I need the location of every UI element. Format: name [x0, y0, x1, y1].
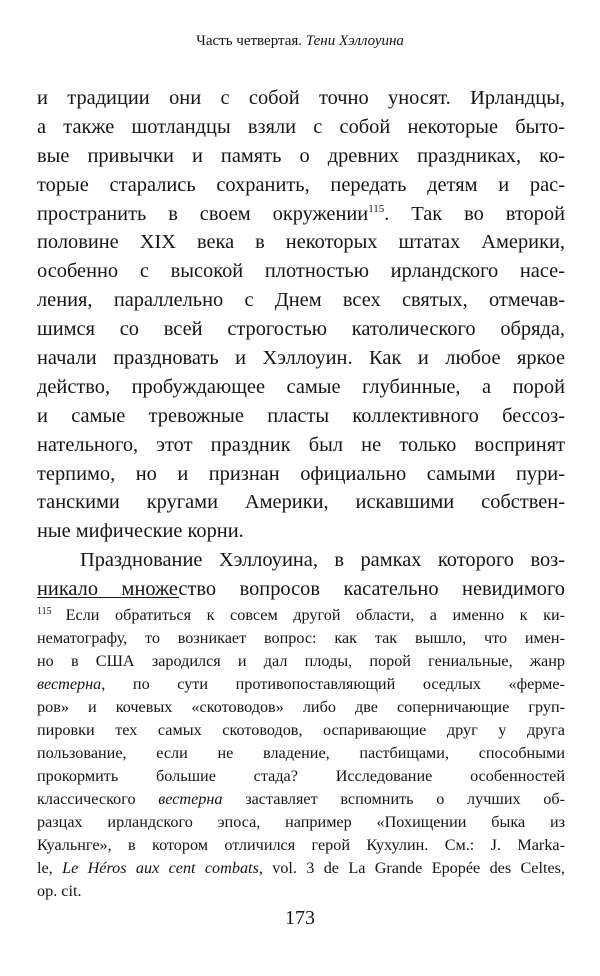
text-line: терпимо, но и признан официально самыми пури-: [37, 462, 565, 485]
text-line: торые старались сохранить, передать детям и рас-: [37, 173, 565, 196]
text-line: шимся со всей строгостью католического обряда,: [37, 318, 565, 341]
footnote-divider: [37, 597, 179, 598]
text-line-start: пространить в своем окружении: [37, 202, 369, 225]
text-line: половине XIX века в некоторых штатах Америки,: [37, 231, 565, 254]
text-line-indented: Празднование Хэллоуина, в рамках которого воз-: [80, 549, 565, 572]
footnote-line: прокормить большие стада? Исследование особенностей: [37, 767, 565, 785]
footnote-line: вестерна, по сути противопоставляющий оседлых «ферме-: [37, 675, 565, 693]
footnote-line: классического вестерна заставляет вспомнить о лучших об-: [37, 790, 565, 808]
footnote-reference: 115: [368, 202, 385, 215]
text-line: ные мифические корни.: [37, 520, 244, 543]
footnote-line: op. cit.: [37, 882, 82, 900]
text-line: ления, параллельно с Днем всех святых, отмечав-: [37, 289, 565, 312]
text-line: начали праздновать и Хэллоуин. Как и любое яркое: [37, 347, 565, 370]
footnote-line: пировки тех самых скотоводов, оспаривающие друг у друга: [37, 721, 565, 739]
footnote-line: разцах ирландского эпоса, например «Похищении быка из: [37, 813, 565, 831]
footnote-line: $^{115}$ Если обратиться к совсем другой области, а именно к ки-: [37, 606, 565, 624]
page-number: 173: [285, 907, 315, 929]
footnote: [37, 604, 565, 903]
text-line: никало множество вопросов касательно невидимого: [37, 578, 565, 601]
footnote-line: Куальнге», в котором отличился герой Кухулин. См.: J. Marka-: [37, 836, 565, 854]
text-line: действо, пробуждающее самые глубинные, а порой: [37, 375, 565, 398]
text-line: танскими кругами Америки, искавшими собствен-: [37, 491, 565, 514]
footnote-number: 115: [37, 606, 52, 617]
text-line: а также шотландцы взяли с собой некоторые быто-: [37, 115, 565, 138]
text-line: вые привычки и память о древних праздниках, ко-: [37, 144, 565, 167]
text-line: нательного, этот праздник был не только воспринят: [37, 433, 565, 456]
text-line: и традиции они с собой точно уносят. Ирландцы,: [37, 87, 565, 109]
text-line: особенно с высокой плотностью ирландского насе-: [37, 260, 565, 283]
footnote-line: le, Le Héros aux cent combats, vol. 3 de La Grande Epopée des Celtes,: [37, 859, 565, 877]
running-header: [0, 31, 600, 51]
text-line: и самые тревожные пласты коллективного бессоз-: [37, 404, 565, 427]
header-chapter-title: Тени Хэллоуина: [305, 33, 404, 49]
text-line-with-footnote-ref: [37, 200, 565, 229]
text-line-end: . Так во второй: [384, 202, 565, 225]
main-text: [37, 84, 565, 604]
footnote-line: ров» и кочевых «скотоводов» либо две соперничающие груп-: [37, 698, 565, 716]
footnote-line: но в США зародился и дал плоды, порой гениальные, жанр: [37, 652, 565, 670]
footnote-line: пользование, если не владение, пастбищами, способными: [37, 744, 565, 762]
header-part: Часть четвертая.: [196, 33, 303, 49]
footnote-line: нематографу, то возникает вопрос: как так вышло, что имен-: [37, 629, 565, 647]
